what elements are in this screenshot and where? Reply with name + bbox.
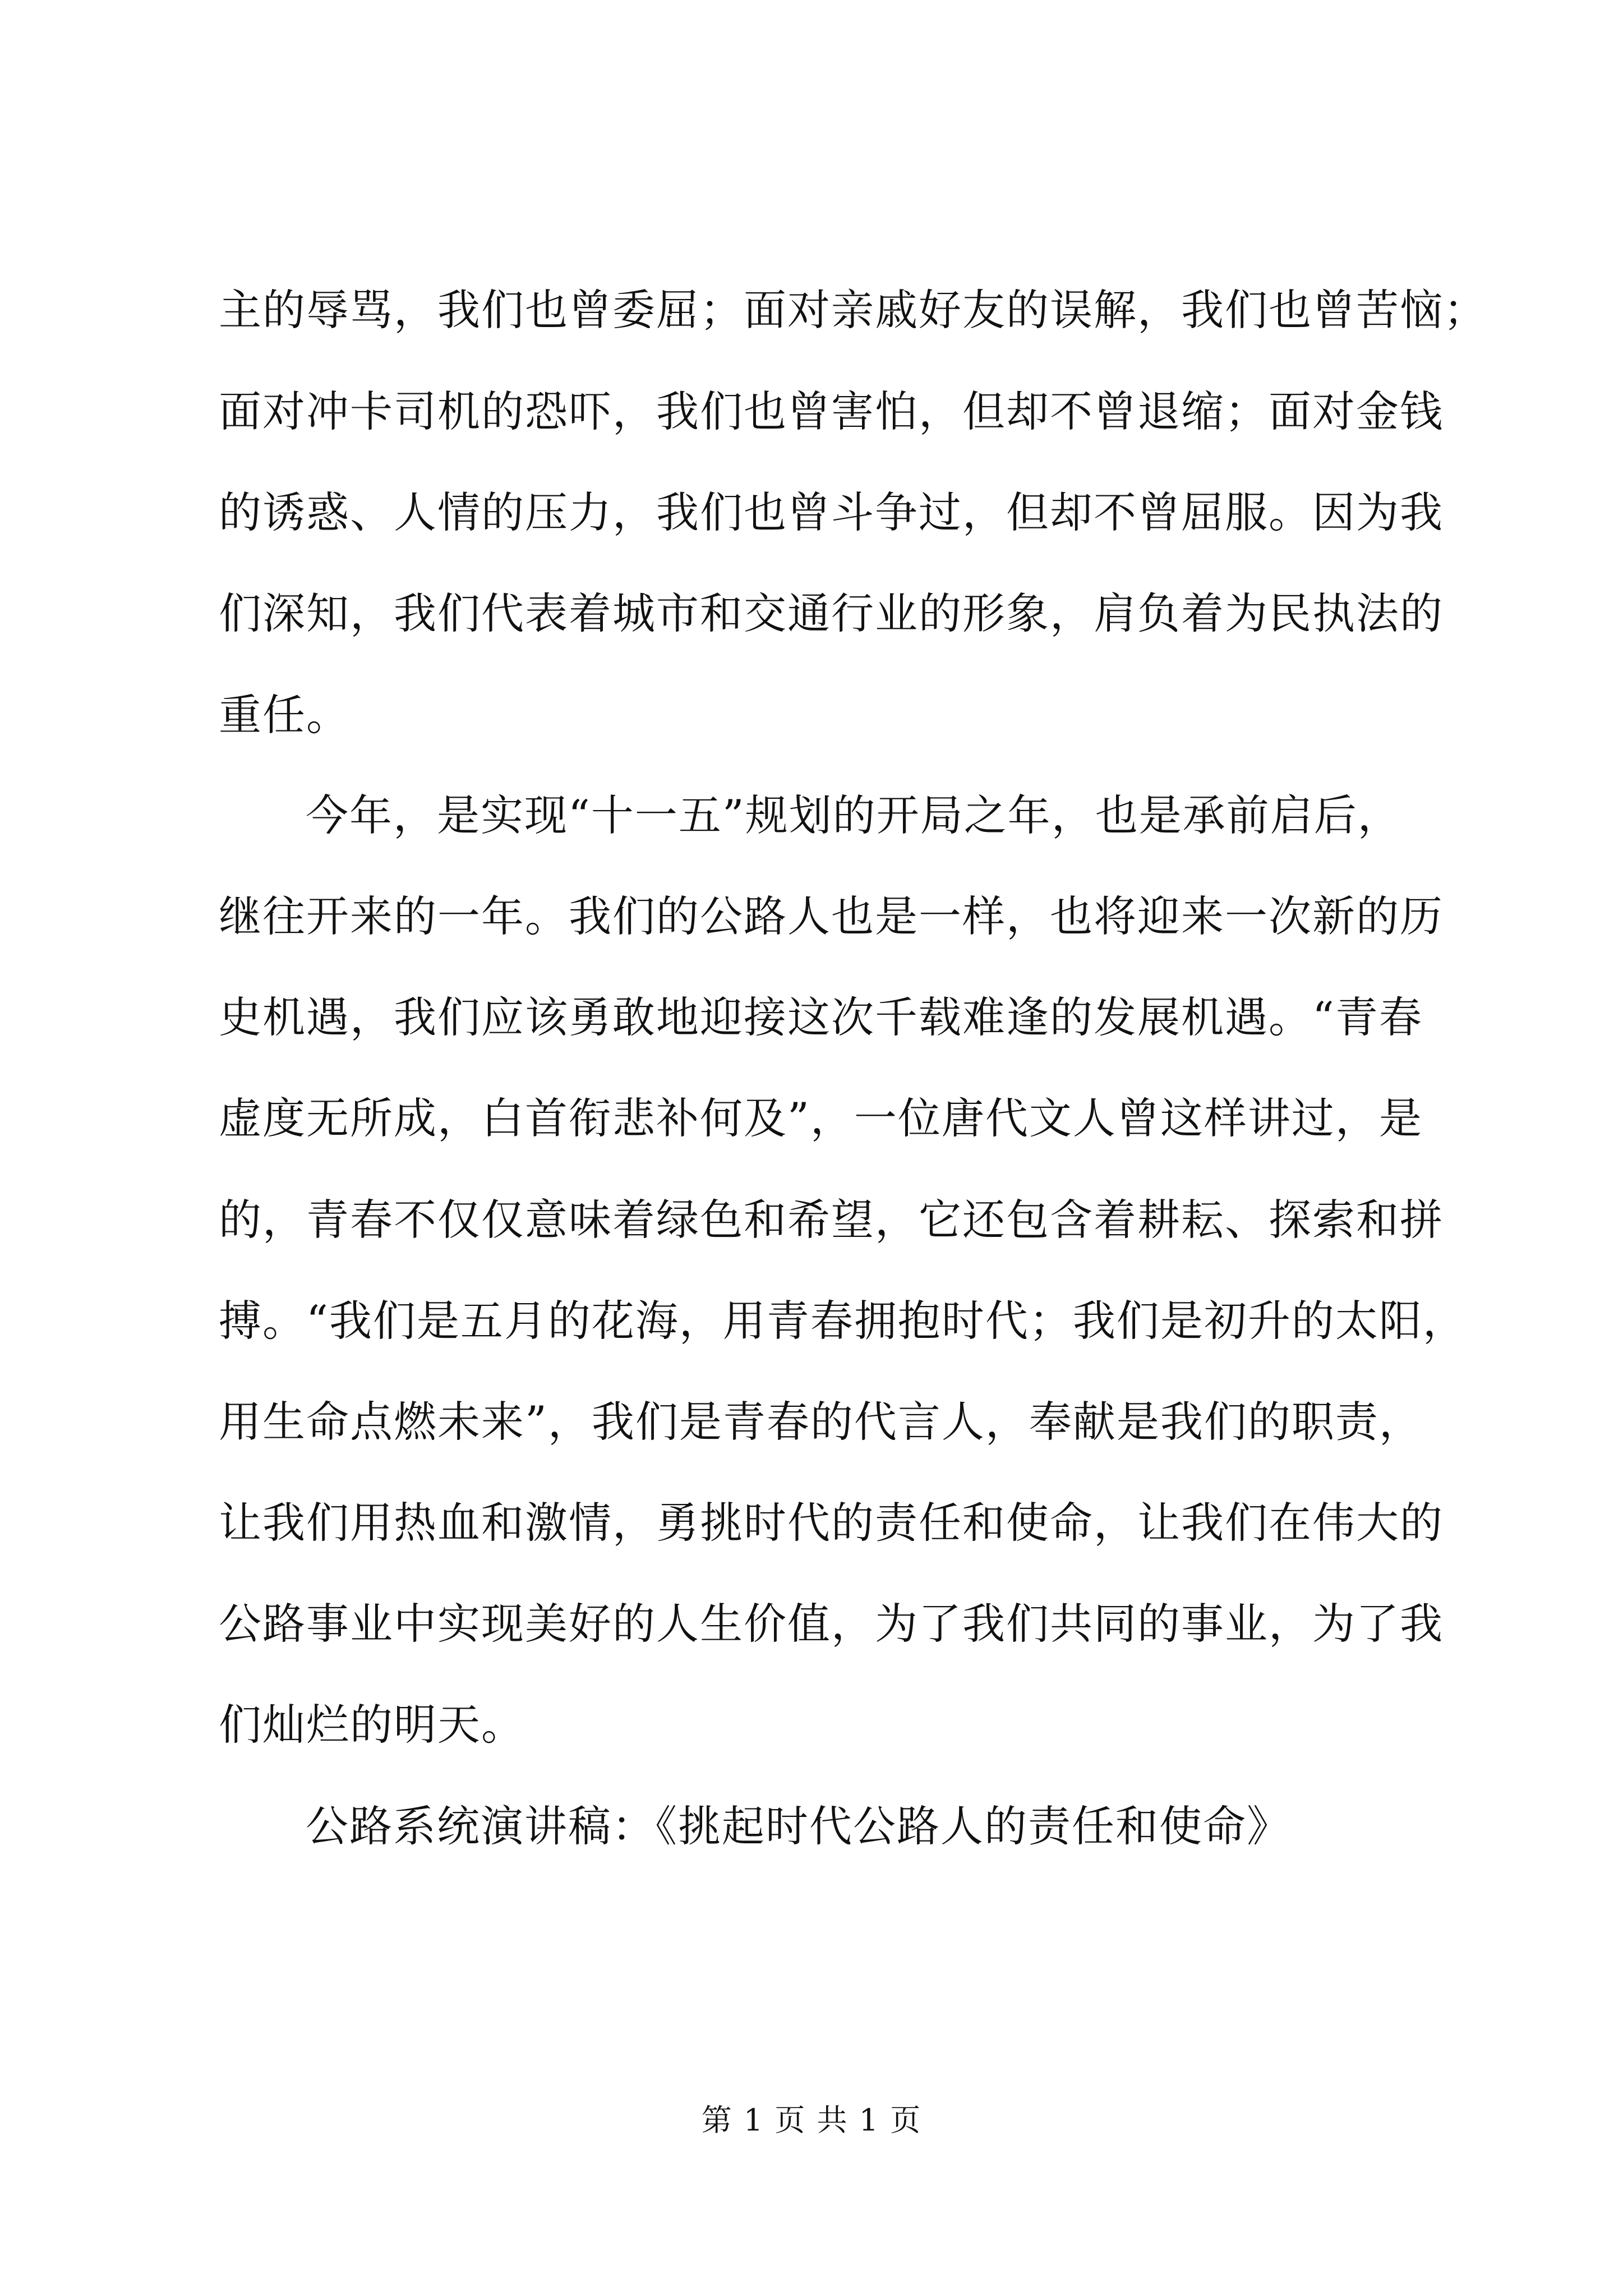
body-line: 们深知，我们代表着城市和交通行业的形象，肩负着为民执法的 — [219, 588, 1444, 638]
body-line: 的诱惑、人情的压力，我们也曾斗争过，但却不曾屈服。因为我 — [219, 487, 1444, 537]
body-line: 搏。“我们是五月的花海，用青春拥抱时代；我们是初升的太阳， — [219, 1296, 1467, 1346]
body-line: 们灿烂的明天。 — [219, 1700, 525, 1750]
closing-title-line: 公路系统演讲稿：《挑起时代公路人的责任和使命》 — [306, 1801, 1290, 1851]
body-line: 用生命点燃未来”，我们是青春的代言人，奉献是我们的职责， — [219, 1397, 1423, 1447]
body-line: 虚度无所成，白首衔悲补何及”，一位唐代文人曾这样讲过，是 — [219, 1093, 1423, 1143]
body-line: 继往开来的一年。我们的公路人也是一样，也将迎来一次新的历 — [219, 891, 1444, 941]
body-line: 重任。 — [219, 690, 350, 740]
page-footer: 第 1 页 共 1 页 — [701, 2102, 922, 2138]
body-line: 主的辱骂，我们也曾委屈；面对亲戚好友的误解，我们也曾苦恼； — [219, 285, 1487, 335]
body-line: 面对冲卡司机的恐吓，我们也曾害怕，但却不曾退缩；面对金钱 — [219, 386, 1444, 436]
body-line: 让我们用热血和激情，勇挑时代的责任和使命，让我们在伟大的 — [219, 1498, 1444, 1548]
body-line: 史机遇，我们应该勇敢地迎接这次千载难逢的发展机遇。“青春 — [219, 992, 1423, 1042]
paragraph-start-line: 今年，是实现“十一五”规划的开局之年，也是承前启后， — [306, 790, 1401, 840]
body-line: 公路事业中实现美好的人生价值，为了我们共同的事业，为了我 — [219, 1599, 1444, 1649]
body-line: 的，青春不仅仅意味着绿色和希望，它还包含着耕耘、探索和拼 — [219, 1195, 1444, 1245]
